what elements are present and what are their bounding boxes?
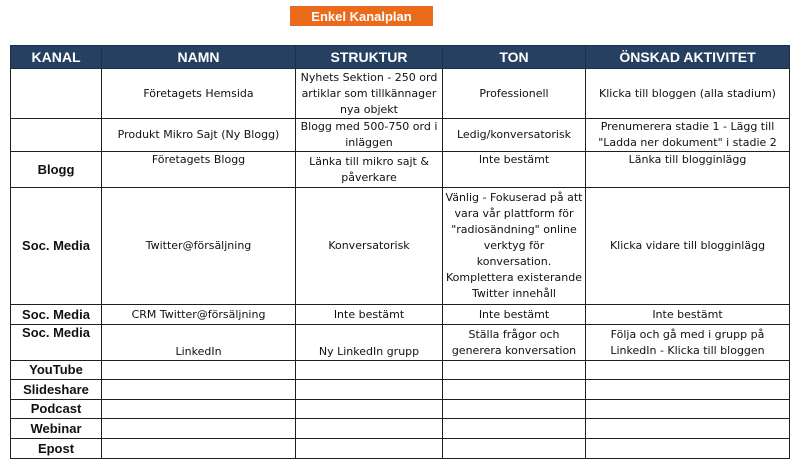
table-row [11, 152, 790, 188]
channel-plan-table [10, 45, 790, 459]
table-row [11, 325, 790, 361]
cell-namn[interactable] [102, 380, 296, 400]
table-row [11, 439, 790, 459]
cell-aktivitet[interactable]: Klicka till bloggen (alla stadium) [586, 69, 790, 119]
cell-ton[interactable]: Professionell [443, 69, 586, 119]
table-row [11, 119, 790, 152]
cell-aktivitet[interactable]: Klicka vidare till blogginlägg [586, 188, 790, 305]
cell-aktivitet[interactable] [586, 400, 790, 419]
cell-kanal[interactable]: Slideshare [11, 380, 102, 400]
table-row [11, 419, 790, 439]
cell-namn[interactable] [102, 400, 296, 419]
cell-ton[interactable]: Ledig/konversatorisk [443, 119, 586, 152]
table-row [11, 400, 790, 419]
cell-ton[interactable]: Vänlig - Fokuserad på att vara vår plattform för "radiosändning" online verktyg för konversation. Komplettera existerande Twitter innehåll [443, 188, 586, 305]
table-row [11, 69, 790, 119]
cell-aktivitet[interactable] [586, 439, 790, 459]
cell-struktur[interactable]: Ny LinkedIn grupp [296, 325, 443, 361]
cell-kanal[interactable]: Soc. Media [11, 325, 102, 361]
sheet-title: Enkel Kanalplan [290, 6, 433, 26]
table-row [11, 188, 790, 305]
header-row [11, 46, 790, 69]
cell-namn[interactable]: Företagets Blogg [102, 152, 296, 188]
cell-kanal[interactable]: Blogg [11, 152, 102, 188]
cell-ton[interactable]: Ställa frågor och generera konversation [443, 325, 586, 361]
cell-kanal[interactable]: Webinar [11, 419, 102, 439]
header-struktur[interactable]: STRUKTUR [296, 46, 443, 69]
cell-ton[interactable] [443, 400, 586, 419]
cell-namn[interactable]: Produkt Mikro Sajt (Ny Blogg) [102, 119, 296, 152]
cell-kanal[interactable]: Soc. Media [11, 188, 102, 305]
cell-kanal[interactable] [11, 119, 102, 152]
cell-namn[interactable]: CRM Twitter@försäljning [102, 305, 296, 325]
header-namn[interactable]: NAMN [102, 46, 296, 69]
header-aktivitet[interactable]: ÖNSKAD AKTIVITET [586, 46, 790, 69]
cell-namn[interactable] [102, 361, 296, 380]
cell-ton[interactable]: Inte bestämt [443, 305, 586, 325]
table-row [11, 305, 790, 325]
cell-aktivitet[interactable] [586, 361, 790, 380]
cell-struktur[interactable] [296, 361, 443, 380]
cell-aktivitet[interactable]: Inte bestämt [586, 305, 790, 325]
cell-namn[interactable] [102, 439, 296, 459]
cell-struktur[interactable]: Blogg med 500-750 ord i inläggen [296, 119, 443, 152]
cell-struktur[interactable] [296, 439, 443, 459]
cell-struktur[interactable]: Länka till mikro sajt & påverkare [296, 152, 443, 188]
cell-aktivitet[interactable]: Länka till blogginlägg [586, 152, 790, 188]
table-row [11, 361, 790, 380]
cell-kanal[interactable]: Soc. Media [11, 305, 102, 325]
cell-struktur[interactable]: Konversatorisk [296, 188, 443, 305]
cell-ton[interactable] [443, 380, 586, 400]
cell-aktivitet[interactable]: Följa och gå med i grupp på LinkedIn - Klicka till bloggen [586, 325, 790, 361]
cell-struktur[interactable] [296, 380, 443, 400]
cell-kanal[interactable]: Podcast [11, 400, 102, 419]
cell-namn[interactable]: Företagets Hemsida [102, 69, 296, 119]
cell-kanal[interactable]: Epost [11, 439, 102, 459]
cell-aktivitet[interactable]: Prenumerera stadie 1 - Lägg till "Ladda ner dokument" i stadie 2 [586, 119, 790, 152]
cell-ton[interactable] [443, 419, 586, 439]
cell-namn[interactable] [102, 419, 296, 439]
cell-kanal[interactable] [11, 69, 102, 119]
cell-struktur[interactable]: Nyhets Sektion - 250 ord artiklar som tillkännager nya objekt [296, 69, 443, 119]
cell-ton[interactable]: Inte bestämt [443, 152, 586, 188]
cell-struktur[interactable]: Inte bestämt [296, 305, 443, 325]
cell-ton[interactable] [443, 361, 586, 380]
cell-namn[interactable]: Twitter@försäljning [102, 188, 296, 305]
cell-aktivitet[interactable] [586, 380, 790, 400]
header-kanal[interactable]: KANAL [11, 46, 102, 69]
cell-struktur[interactable] [296, 419, 443, 439]
cell-ton[interactable] [443, 439, 586, 459]
cell-struktur[interactable] [296, 400, 443, 419]
cell-aktivitet[interactable] [586, 419, 790, 439]
table-row [11, 380, 790, 400]
cell-namn[interactable]: LinkedIn [102, 325, 296, 361]
header-ton[interactable]: TON [443, 46, 586, 69]
cell-kanal[interactable]: YouTube [11, 361, 102, 380]
